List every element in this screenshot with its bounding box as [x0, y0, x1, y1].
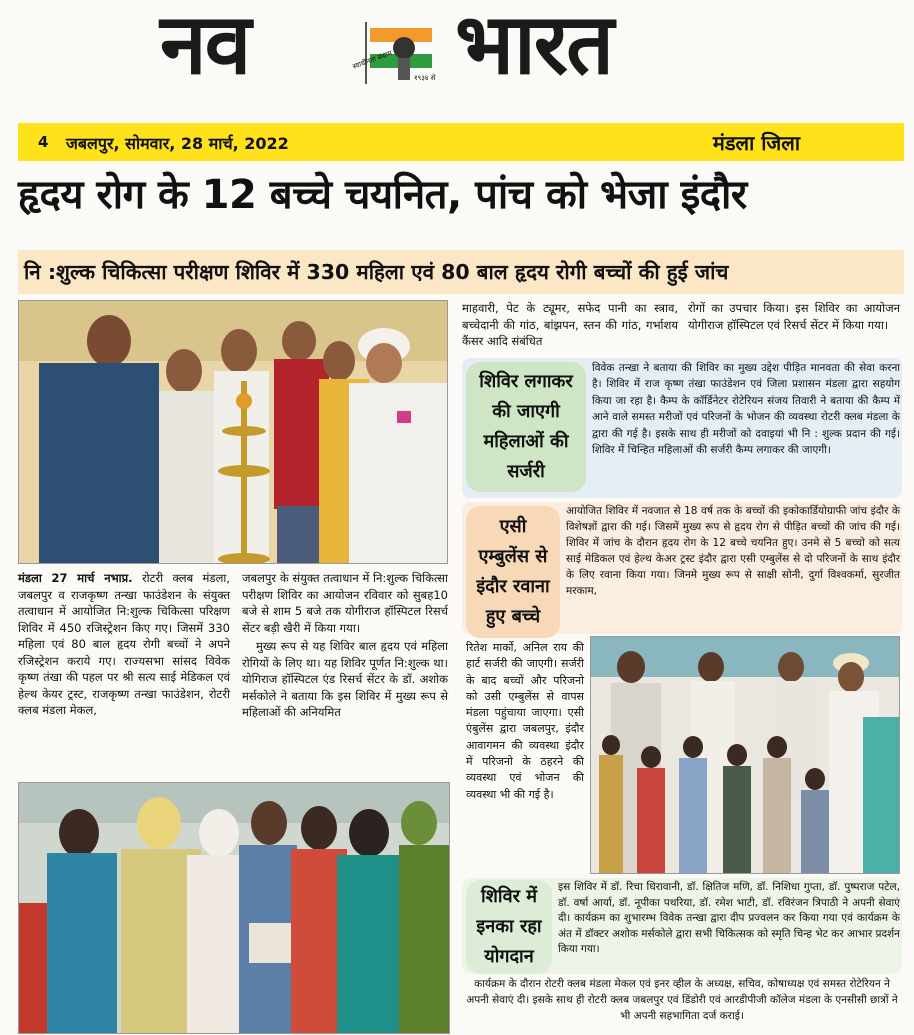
box2-text: आयोजित शिविर में नवजात से 18 वर्ष तक के बच्चों की इकोकार्डियोग्राफी जांच इंदौर के विशेषज्ञों द्वारा की गई। जिसमें मुख्य रूप से हृदय रोग से पीड़ित बच्चों की जांच की गई। शिविर में जांच के दौरान हृदय रोग के 12 बच्चे चयनित हुए। उनमे से 5 बच्चो को सत्य साई मेडिकल एवं हेल्थ केअर ट्रस्ट इंदौर द्वारा एसी एम्बुलेंस से दो परिजनों के साथ इंदौर के लिए रवाना किया गया। जिनमे मुख्य रूप से साक्षी सोनी, दुर्गा विश्वकर्मा, सुरजीत मरकाम, — [566, 505, 900, 597]
box3-label — [466, 880, 552, 974]
box1-text-block — [592, 360, 900, 458]
box1-label-text: शिविर लगाकर की जाएगी महिलाओं की सर्जरी — [479, 371, 573, 482]
box2-label-text: एसी एम्बुलेंस से इंदौर रवाना हुए बच्चे — [476, 516, 550, 627]
article-col2-para1: जबलपुर के संयुक्त तत्वाधान में नि:शुल्क चिकित्सा परीक्षण शिविर का आयोजन रविवार को सुबह10 बजे से शाम 5 बजे तक योगीराज हॉस्पिटल रिसर्च सेंटर बड़ी खैरी में किया गया। — [242, 571, 448, 635]
box3-text-block — [558, 880, 900, 958]
dateline-date: जबलपुर, सोमवार, 28 मार्च, 2022 — [66, 134, 289, 153]
article-column-3-top — [462, 300, 678, 350]
article-column-4-top — [688, 300, 900, 333]
headline: हृदय रोग के 12 बच्चे चयनित, पांच को भेजा इंदौर — [18, 172, 747, 218]
newspaper-logo — [352, 8, 452, 88]
subheadline-text: नि :शुल्क चिकित्सा परीक्षण शिविर में 330 महिला एवं 80 बाल हृदय रोगी बच्चों की हुई जांच — [24, 260, 729, 284]
article-column-2 — [242, 570, 448, 721]
lamp-lighting-photo — [18, 300, 448, 564]
dateline-bar — [18, 123, 904, 161]
masthead-title-right: भारत — [455, 0, 613, 93]
masthead-title-left: नव — [160, 0, 250, 93]
box3-bottom-text: कार्यक्रम के दौरान रोटरी क्लब मंडला मेकल एवं इनर व्हील के अध्यक्ष, सचिव, कोषाध्यक्ष एवं समस्त रोटेरियन ने अपनी सेवाएं दी। इसके साथ ही रोटरी क्लब जबलपुर एवं डिंडोरी एवं आरडीपीजी कॉलेज मंडला के एनसीसी छात्रों ने भी अपनी सहभागिता दर्ज कराई। — [466, 978, 898, 1022]
article-column-1 — [18, 570, 230, 719]
box3-bottom-block — [462, 976, 902, 1024]
article-lead: मंडला 27 मार्च नभाप्र. — [18, 571, 133, 585]
logo-year: १९३४ से — [414, 74, 436, 82]
article-col2-para2: मुख्य रूप से यह शिविर बाल हृदय एवं महिला रोगियों के लिए था। यह शिविर पूर्णत नि:शुल्क था। योगिराज हॉस्पिटल एंड रिसर्च सेंटर के डॉ. अशोक मर्सकोले ने बताया कि इस शिविर में मुख्य रूप से महिलाओं की अनियमित — [242, 639, 448, 719]
box1-text: विवेक तन्खा ने बताया की शिविर का मुख्य उद्देश पीड़ित मानवता की सेवा करना है। शिविर में राज कृष्ण तंखा फाउंडेशन एवं जिला प्रशासन मंडला द्वारा सहयोग किया जा रहा है। कैम्प के कॉर्डिनेटर रोटेरियन संजय तिवारी ने बताया की कैम्प में आने वाले समस्त मरीजों एवं परिजनों के भोजन की व्यवस्था रोटरी क्लब मंडला के द्वारा की गई है। इसके साथ ही मरीजों को दवाइयां भी नि : शुल्क प्रदान की गई। शिविर में चिन्हित महिलाओं की सर्जरी कैम्प लगाकर की जाएगी। — [592, 362, 900, 457]
page-number: 4 — [38, 133, 49, 151]
women-patients-photo — [18, 782, 450, 1034]
box1-label — [466, 362, 586, 492]
logo-caption: स्वाधीनता संग्राम — [351, 49, 394, 71]
subheadline — [18, 250, 904, 294]
box3-label-text: शिविर में इनका रहा योगदान — [476, 886, 542, 967]
section-name: मंडला जिला — [712, 131, 800, 155]
box2-cont-text: रितेश मार्को, अनिल राय की हार्ट सर्जरी की जाएगी। सर्जरी के बाद बच्चों और परिजनो को उसी एम्बुलेंस से वापस मंडला पहुंचाया जाएगा। एसी एंबुलेंस द्वारा जबलपुर, इंदौर आवागमन की व्यवस्था इंदौर में परिजनो के ठहरने की व्यवस्था एवं भोजन की व्यवस्था भी की गई है। — [466, 641, 584, 801]
box2-text-block — [566, 503, 900, 599]
article-col1-text: रोटरी क्लब मंडला, जबलपुर व राजकृष्ण तन्खा फाउंडेशन के संयुक्त तत्वाधान में आयोजित नि:शुल्क चिकित्सा परिक्षण शिविर में 450 रजिस्ट्रेशन किए गए। जिसमें 330 महिला एवं 80 बाल हृदय रोगी बच्चों ने अपने रजिस्ट्रेशन कराये गए। राज्यसभा सांसद विवेक कृष्ण तंखा की पहल पर श्री सत्य साई मेडिकल एवं हेल्थ केयर ट्रस्ट, राजकृष्ण तन्खा फाउंडेशन, रोटरी क्लब मंडला मेकल, — [18, 571, 231, 717]
col3-top-text: माहवारी, पेट के ट्यूमर, सफेद पानी का स्त्राव, बच्चेदानी की गांठ, बांझपन, स्तन की गांठ, गर्भाशय कैंसर आदि संबंधित — [462, 301, 678, 348]
box2-label — [466, 506, 560, 638]
box3-text: इस शिविर में डॉ. रिचा धिरावानी, डॉ. क्षितिज मणि, डॉ. निशिधा गुप्ता, डॉ. पुष्पराज पटेल, डॉ. वर्षा आर्या, डॉ. नूपीका पथरिया, डॉ. रमेश भाटी, डॉ. रविरंजन त्रिपाठी ने अपनी सेवाएं दी। कार्यक्रम का शुभारम्भ विवेक तन्खा द्वारा दीप प्रज्वलन कर किया गया एवं कार्यक्रम के अंत में डॉक्टर अशोक मर्सकोले द्वारा सभी चिकित्सक को स्मृति चिन्ह भेट कर आभार प्रदर्शन किया गया। — [558, 881, 900, 955]
col4-top-text: रोगों का उपचार किया। इस शिविर का आयोजन योगीराज हॉस्पिटल एवं रिसर्च सेंटर में किया गया। — [688, 301, 900, 332]
box2-continuation — [466, 640, 584, 803]
flag-logo-icon — [352, 8, 452, 88]
children-group-photo — [590, 636, 900, 874]
